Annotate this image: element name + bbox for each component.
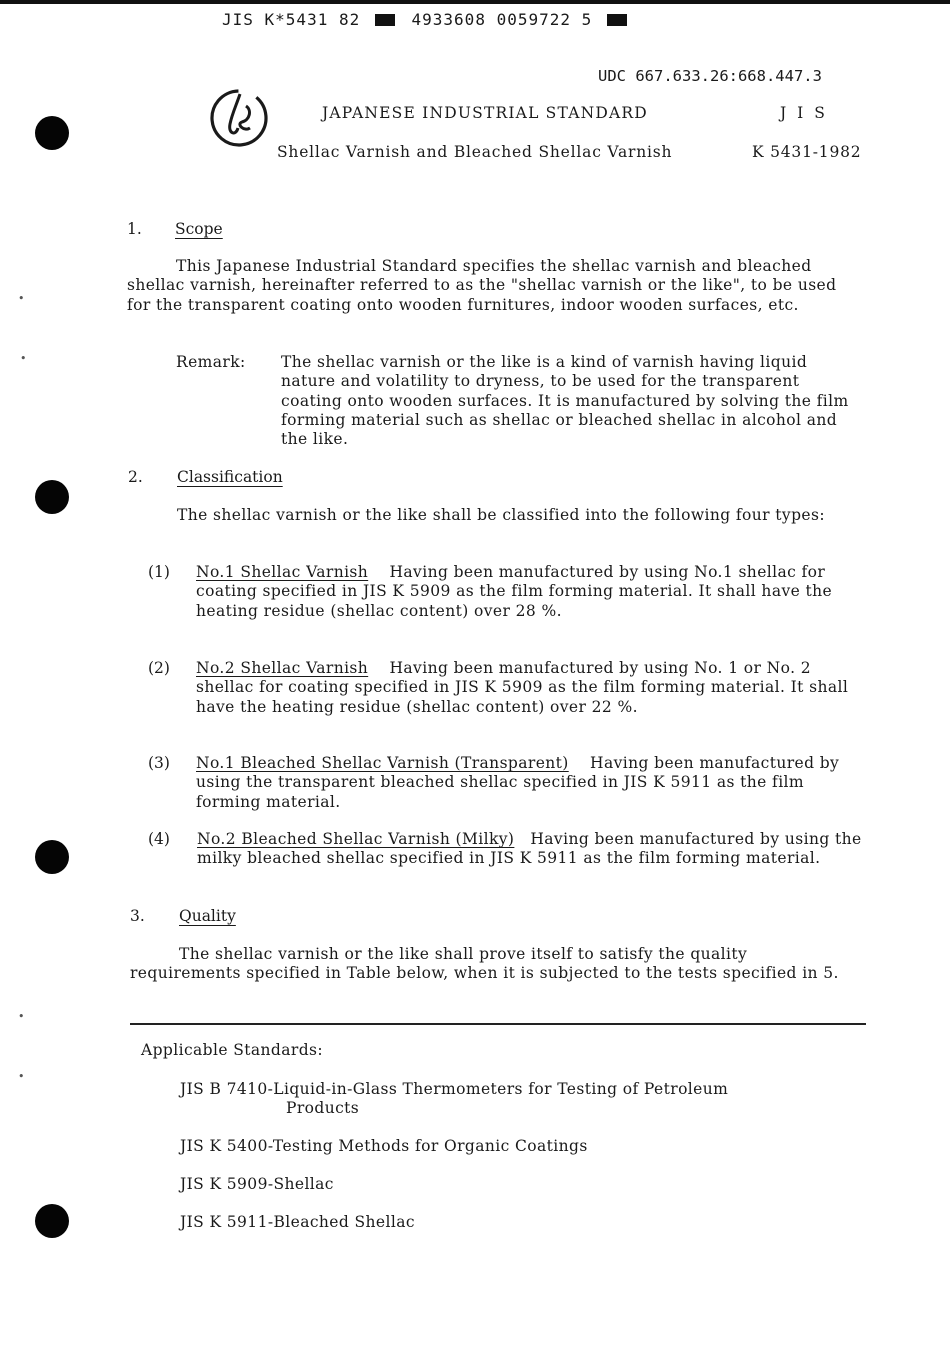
list-item — [197, 830, 867, 869]
applicable-standard-item: JIS K 5911-Bleached Shellac — [180, 1213, 415, 1231]
punch-hole — [35, 840, 69, 874]
remark-text: The shellac varnish or the like is a kind of varnish having liquid nature and volatility to dryness, to be used for the transparent coating onto wooden surfaces. It is manufactured by solving the film forming material such as shellac or bleached shellac in alcohol and the like. — [281, 353, 849, 449]
punch-hole — [35, 480, 69, 514]
list-item-number: (1) — [148, 563, 170, 581]
applicable-standard-item-continuation: Products — [286, 1099, 360, 1117]
item-title: No.1 Shellac Varnish — [196, 563, 369, 581]
scan-speck: • — [20, 352, 27, 365]
section-number: 3. — [130, 907, 145, 925]
section-number: 2. — [128, 468, 143, 486]
udc-number: UDC 667.633.26:668.447.3 — [598, 67, 822, 85]
applicable-standard-item: JIS K 5909-Shellac — [180, 1175, 334, 1193]
scan-header — [222, 10, 627, 29]
scan-speck: • — [18, 1070, 25, 1083]
item-title: No.2 Shellac Varnish — [196, 659, 369, 677]
punch-hole — [35, 1204, 69, 1238]
scope-paragraph: This Japanese Industrial Standard specifies the shellac varnish and bleached shellac varnish, hereinafter referred to as the "shellac varnish or the like", to be used for the transparent coating onto wooden furnitures, indoor wooden surfaces, etc. — [127, 257, 837, 314]
standard-name: JAPANESE INDUSTRIAL STANDARD — [322, 104, 648, 122]
item-text: Having been manufactured by using No.1 shellac for coating specified in JIS K 5909 as the film forming material. It shall have the heating residue (shellac content) over 28 %. — [196, 563, 833, 620]
applicable-standards-heading: Applicable Standards: — [141, 1041, 323, 1059]
quality-paragraph: The shellac varnish or the like shall prove itself to satisfy the quality requirements specified in Table below, when it is subjected to the tests specified in 5. — [130, 945, 839, 983]
item-text: Having been manufactured by using the transparent bleached shellac specified in JIS K 5911 as the film forming material. — [196, 754, 840, 811]
section-title-quality: Quality — [179, 907, 236, 925]
jis-logo-icon — [206, 84, 272, 150]
scan-speck: • — [18, 1010, 25, 1023]
item-title: No.1 Bleached Shellac Varnish (Transparent) — [196, 754, 569, 772]
applicable-standard-item: JIS K 5400-Testing Methods for Organic Coatings — [180, 1137, 588, 1155]
list-item — [196, 754, 860, 812]
section-title-scope: Scope — [175, 220, 223, 238]
jis-label: J I S — [780, 104, 828, 122]
footnote-divider — [130, 1023, 866, 1025]
section-title-classification: Classification — [177, 468, 283, 486]
classification-paragraph: The shellac varnish or the like shall be classified into the following four types: — [177, 506, 825, 524]
black-block-mark — [607, 14, 627, 26]
punch-hole — [35, 116, 69, 150]
list-item-number: (4) — [148, 830, 170, 848]
scan-number-2: 0059722 — [496, 10, 572, 29]
remark-label: Remark: — [176, 353, 246, 371]
scan-top-border — [0, 0, 950, 4]
scan-number-3: 5 — [581, 10, 593, 29]
scan-speck: • — [18, 292, 25, 305]
item-text: Having been manufactured by using the milky bleached shellac specified in JIS K 5911 as the film forming material. — [197, 830, 862, 868]
list-item — [196, 659, 860, 717]
section-number: 1. — [127, 220, 142, 238]
page-title: Shellac Varnish and Bleached Shellac Varnish — [277, 143, 673, 161]
list-item-number: (2) — [148, 659, 170, 677]
scan-code: JIS K*5431 82 — [222, 10, 361, 29]
list-item-number: (3) — [148, 754, 170, 772]
scan-number-1: 4933608 — [411, 10, 486, 29]
item-text: Having been manufactured by using No. 1 or No. 2 shellac for coating specified in JIS K 5909 as the film forming material. It shall have the heating residue (shellac content) over 22 %. — [196, 659, 849, 716]
black-block-mark — [375, 14, 395, 26]
applicable-standard-item: JIS B 7410-Liquid-in-Glass Thermometers for Testing of Petroleum — [180, 1080, 729, 1098]
standard-number: K 5431-1982 — [752, 143, 862, 161]
list-item — [196, 563, 836, 621]
item-title: No.2 Bleached Shellac Varnish (Milky) — [197, 830, 515, 848]
